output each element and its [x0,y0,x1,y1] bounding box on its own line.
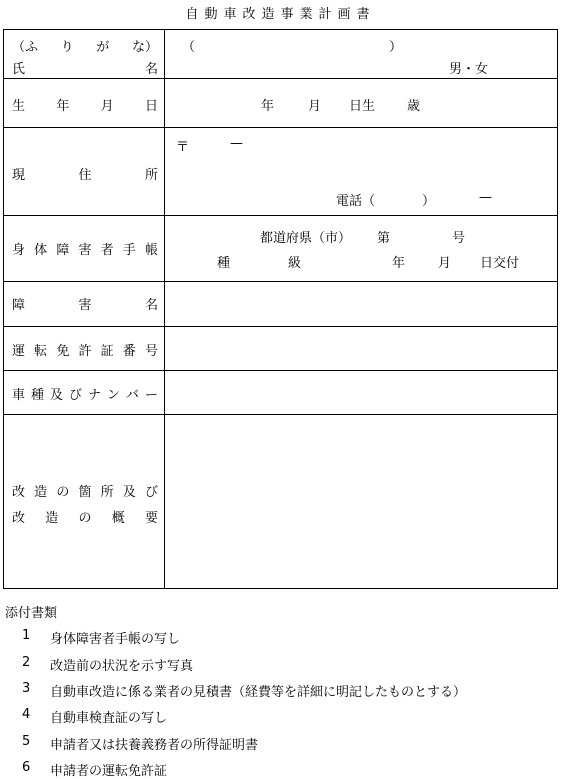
handbook-issue-day: 日交付 [480,256,520,271]
handbook-label: 身 体 障 害 者 手 帳 [12,243,158,258]
handbook-grade: 級 [288,256,302,271]
furigana-paren-close: ） [389,40,403,55]
handbook-prefecture: 都道府県（市） [260,231,352,246]
name-label: 氏 名 [12,62,158,77]
license-label: 運 転 免 許 証 番 号 [12,344,158,359]
phone-dash: — [479,190,492,205]
row-divider [4,326,557,327]
modification-label-line1: 改 造 の 箇 所 及 び [12,485,158,500]
gender-field[interactable]: 男・女 [449,62,489,77]
handbook-issue-month: 月 [438,256,452,271]
modification-label-line2: 改 造 の 概 要 [12,511,158,526]
phone-paren-close: ） [422,194,436,209]
furigana-paren-open: （ [182,40,196,55]
birthdate-label: 生 年 月 日 [12,99,158,114]
furigana-label: （ふ り が な） [12,40,158,55]
document-title: 自動車改造事業計画書 [185,7,376,22]
attachments-heading: 添付書類 [5,606,58,621]
birth-month: 月 [308,99,322,114]
postal-dash: — [230,136,243,151]
handbook-issue-year: 年 [392,256,406,271]
phone-label: 電話（ [336,194,376,209]
row-divider [4,78,557,79]
vehicle-label: 車 種 及 び ナ ン バ ー [12,388,158,403]
row-divider [4,215,557,216]
application-form [3,29,558,589]
disability-label: 障 害 名 [12,298,158,313]
handbook-number-prefix: 第 [377,231,391,246]
handbook-kind: 種 [217,256,231,271]
birth-day: 日生 [349,99,376,114]
row-divider [4,281,557,282]
handbook-number-suffix: 号 [452,231,466,246]
birth-year: 年 [261,99,275,114]
age: 歳 [407,99,421,114]
column-divider [164,30,165,588]
row-divider [4,370,557,371]
postal-mark: 〒 [176,140,190,155]
row-divider [4,127,557,128]
address-label: 現 住 所 [12,168,158,183]
row-divider [4,414,557,415]
